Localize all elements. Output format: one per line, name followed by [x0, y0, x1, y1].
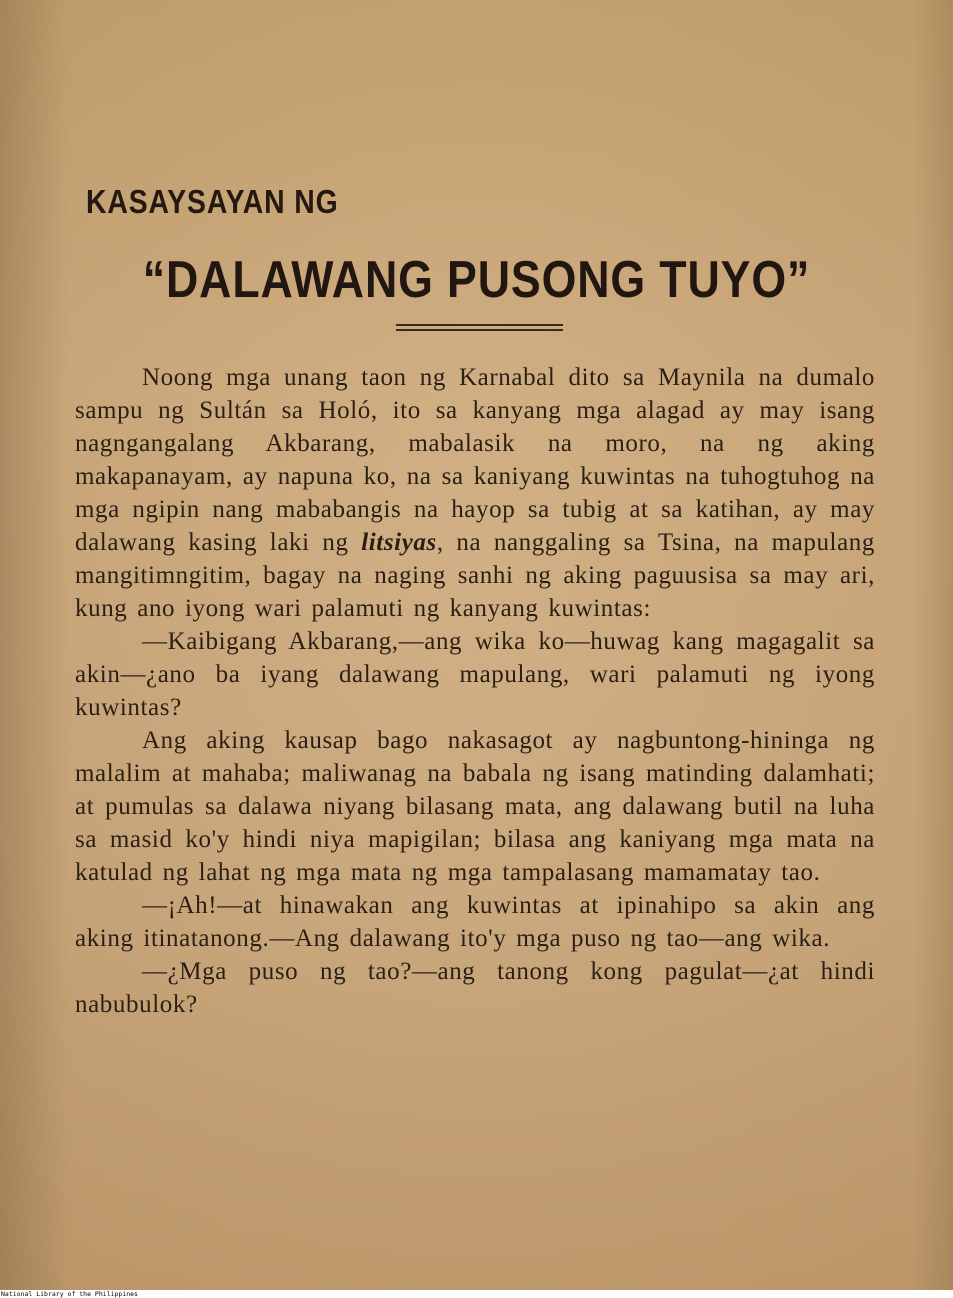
page-title: “DALAWANG PUSONG TUYO” — [142, 251, 811, 309]
paragraph — [75, 955, 875, 1021]
paragraph — [75, 724, 875, 889]
text-run: , na nanggaling sa Tsina, na mapulang mangitimngitim, bagay na naging sanhi ng aking paguusisa sa may ari, kung ano iyong wari palamuti ng kanyang kuwintas: — [75, 529, 875, 622]
heading-kicker: KASAYSAYAN NG — [86, 183, 339, 220]
body-text — [75, 361, 875, 1021]
paragraph — [75, 889, 875, 955]
paragraph — [75, 625, 875, 724]
text-run: —¿Mga puso ng tao?—ang tanong kong pagulat—¿at hindi nabubulok? — [75, 958, 875, 1018]
text-run: —Kaibigang Akbarang,—ang wika ko—huwag kang magagalit sa akin—¿ano ba iyang dalawang mapulang, wari palamuti ng iyong kuwintas? — [75, 628, 875, 721]
paragraph — [75, 361, 875, 625]
text-run: —¡Ah!—at hinawakan ang kuwintas at ipinahipo sa akin ang aking itinatanong.—Ang dalawang ito'y mga puso ng tao—ang wika. — [75, 892, 875, 952]
text-run: Ang aking kausap bago nakasagot ay nagbuntong-hininga ng malalim at mahaba; maliwanag na babala ng isang matinding dalamhati; at pumulas sa dalawa niyang bilasang mata, ang dalawang butil na luha sa masid ko'y hindi niya mapigilan; bilasa ang kaniyang mga mata na katulad ng lahat ng mga mata ng mga tampalasang mamamatay tao. — [75, 727, 875, 886]
italic-word: litsiyas — [361, 529, 437, 556]
footer-bar — [0, 1290, 953, 1298]
title-divider — [396, 324, 563, 331]
footer-credit: National Library of the Philippines — [1, 1290, 138, 1298]
text-run: Noong mga unang taon ng Karnabal dito sa Maynila na dumalo sampu ng Sultán sa Holó, ito sa kanyang mga alagad ay may isang nagngangalang Akbarang, mabalasik na moro, na ng aking makapanayam, ay napuna ko, na sa kaniyang kuwintas na tuhogtuhog na mga ngipin nang mababangis na hayop sa tubig at sa katihan, ay may dalawang kasing laki ng — [75, 364, 875, 556]
